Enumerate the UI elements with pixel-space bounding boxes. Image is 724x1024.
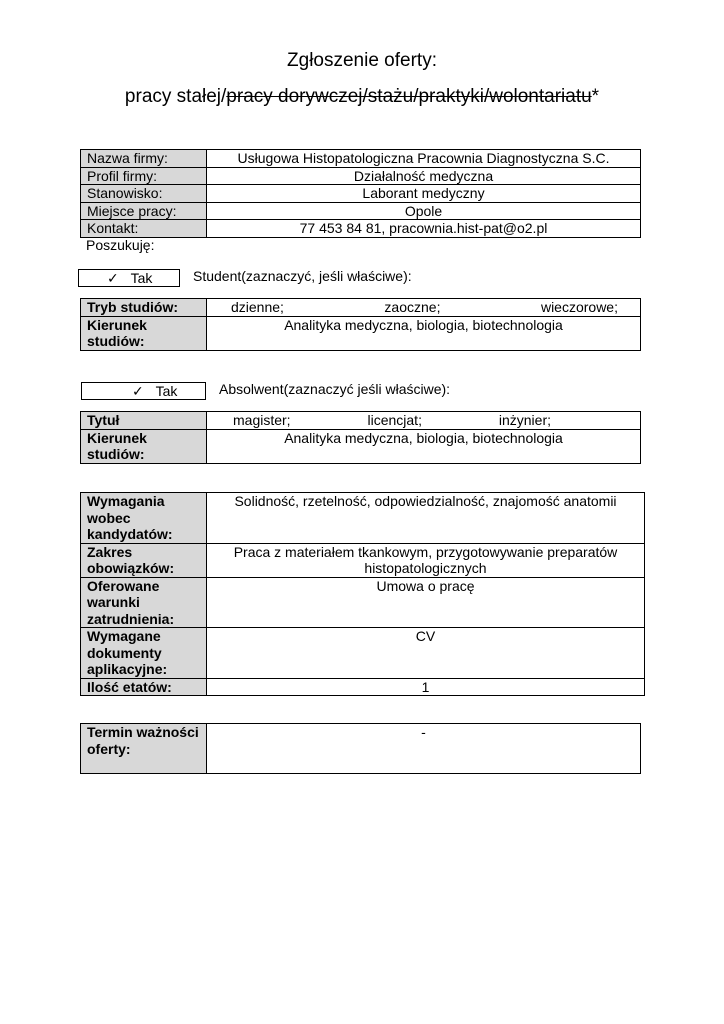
requirements-row <box>81 493 645 544</box>
student-check-label: Tak <box>130 270 153 286</box>
graduate-section-label: Absolwent(zaznaczyć jeśli właściwe): <box>219 381 451 397</box>
student-field-value: Analityka medyczna, biologia, biotechnologia <box>207 316 641 350</box>
graduate-table <box>80 411 641 464</box>
conditions-row <box>81 577 645 628</box>
study-mode-row <box>81 299 641 317</box>
student-field-label: Kierunek studiów: <box>81 316 207 350</box>
requirements-label: Wymagania wobec kandydatów: <box>81 493 207 544</box>
seeking-label: Poszukuję: <box>86 237 155 253</box>
page-subtitle <box>0 86 724 108</box>
mode-option-evening: wieczorowe; <box>540 299 618 315</box>
company-row-profile <box>81 167 641 185</box>
graduate-checkbox[interactable] <box>81 382 206 400</box>
positions-count-label: Ilość etatów: <box>81 678 207 696</box>
company-name-value: Usługowa Histopatologiczna Pracownia Diagnostyczna S.C. <box>207 150 641 168</box>
student-field-row <box>81 316 641 350</box>
mode-option-day: dzienne; <box>231 299 284 315</box>
location-label: Miejsce pracy: <box>81 202 207 220</box>
graduate-check-label: Tak <box>155 383 178 399</box>
degree-option-master: magister; <box>233 412 291 428</box>
checkmark-icon: ✓ <box>107 270 119 286</box>
study-mode-options <box>207 299 641 317</box>
position-label: Stanowisko: <box>81 185 207 203</box>
company-profile-label: Profil firmy: <box>81 167 207 185</box>
validity-label: Termin ważności oferty: <box>81 724 207 774</box>
company-row-position <box>81 185 641 203</box>
documents-label: Wymagane dokumenty aplikacyjne: <box>81 628 207 679</box>
contact-value: 77 453 84 81, pracownia.hist-pat@o2.pl <box>207 220 641 238</box>
duties-value: Praca z materiałem tkankowym, przygotowywanie preparatów histopatologicznych <box>207 543 645 577</box>
company-row-location <box>81 202 641 220</box>
documents-row <box>81 628 645 679</box>
conditions-value: Umowa o pracę <box>207 577 645 628</box>
requirements-table <box>80 492 645 696</box>
contact-label: Kontakt: <box>81 220 207 238</box>
graduate-field-row <box>81 429 641 463</box>
subtitle-plain: pracy stałej/ <box>124 86 227 107</box>
student-section-label: Student(zaznaczyć, jeśli właściwe): <box>193 268 412 284</box>
requirements-value: Solidność, rzetelność, odpowiedzialność, znajomość anatomii <box>207 493 645 544</box>
position-value: Laborant medyczny <box>207 185 641 203</box>
validity-value: - <box>207 724 641 774</box>
subtitle-suffix: * <box>591 86 600 107</box>
degree-row <box>81 412 641 430</box>
documents-value: CV <box>207 628 645 679</box>
subtitle-struck: pracy dorywczej/stażu/praktyki/wolontariatu <box>226 86 592 107</box>
degree-options <box>207 412 641 430</box>
positions-count-row <box>81 678 645 696</box>
study-mode-label: Tryb studiów: <box>81 299 207 317</box>
graduate-field-value: Analityka medyczna, biologia, biotechnologia <box>207 429 641 463</box>
student-checkbox[interactable] <box>78 269 180 287</box>
location-value: Opole <box>207 202 641 220</box>
degree-option-engineer: inżynier; <box>498 412 551 428</box>
positions-count-value: 1 <box>207 678 645 696</box>
student-table <box>80 298 641 351</box>
company-table <box>80 149 641 238</box>
mode-option-extramural: zaoczne; <box>384 299 441 315</box>
checkmark-icon: ✓ <box>132 383 144 399</box>
validity-table <box>80 723 641 774</box>
degree-label: Tytuł <box>81 412 207 430</box>
duties-row <box>81 543 645 577</box>
duties-label: Zakres obowiązków: <box>81 543 207 577</box>
company-row-name <box>81 150 641 168</box>
validity-row <box>81 724 641 774</box>
degree-option-bachelor: licencjat; <box>367 412 422 428</box>
graduate-field-label: Kierunek studiów: <box>81 429 207 463</box>
company-profile-value: Działalność medyczna <box>207 167 641 185</box>
conditions-label: Oferowane warunki zatrudnienia: <box>81 577 207 628</box>
page-title: Zgłoszenie oferty: <box>287 50 437 71</box>
company-name-label: Nazwa firmy: <box>81 150 207 168</box>
company-row-contact <box>81 220 641 238</box>
